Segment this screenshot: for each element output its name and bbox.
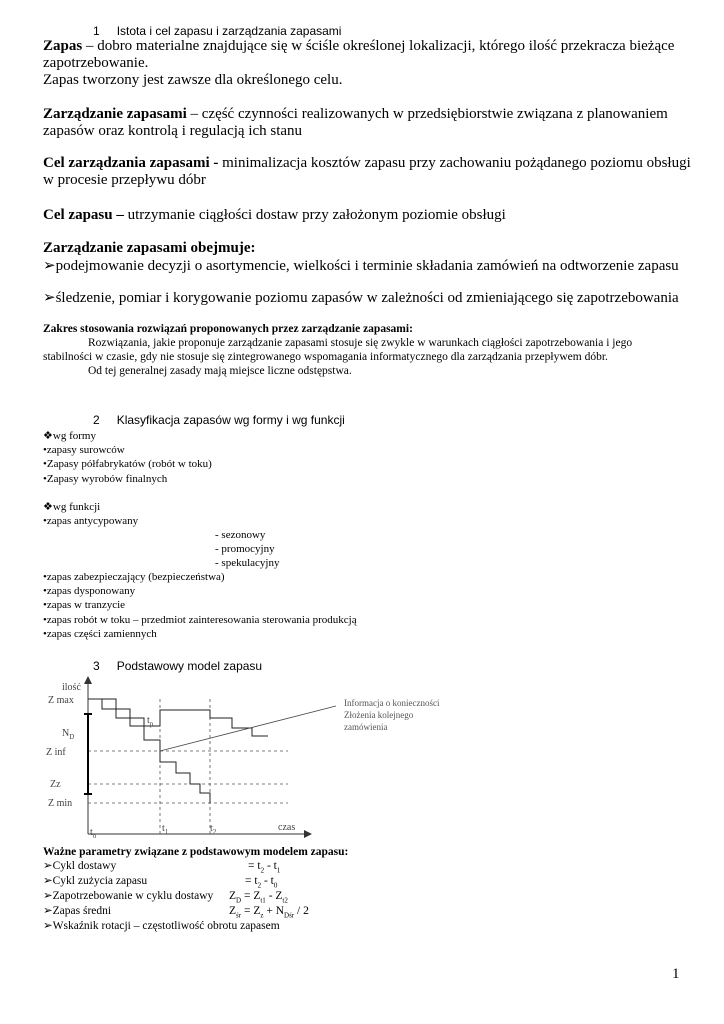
list-heading-text: wg formy — [52, 430, 96, 442]
arrow-bullet-icon: ➢ — [43, 890, 53, 902]
list-item: •zapas w tranzycie — [43, 599, 126, 612]
diamond-bullet-icon: ❖ — [43, 430, 53, 442]
list-item: •zapas części zamiennych — [43, 627, 157, 640]
zapas-note: Zapas tworzony jest zawsze dla określonego celu. — [43, 72, 343, 88]
param-formula: $Z_D = Z_{t1} - Z_{t2}$ — [229, 890, 288, 905]
arrow-bullet-icon: ➢ — [43, 905, 53, 917]
sub-item: - promocyjny — [215, 543, 275, 556]
cel-zarzadzania-definition — [43, 155, 691, 172]
zakres-paragraph-line: Rozwiązania, jakie proponuje zarządzanie zapasami stosuje się zwykle w warunkach ciągłości zapotrzebowania i jego — [88, 337, 633, 349]
arrow-bullet-icon: ➢ — [43, 860, 53, 872]
section-number: 3 — [93, 659, 100, 673]
param-row — [43, 889, 443, 904]
section-title: Klasyfikacja zapasów wg formy i wg funkcji — [116, 413, 345, 427]
label-zz: Zz — [50, 779, 61, 790]
zakres-paragraph-line: stabilności w czasie, gdy nie stosuje się zintegrowanego wspomagania informatycznego dla zarządzania przepływem dóbr. — [43, 351, 608, 363]
param-row — [43, 904, 443, 919]
section-1-heading — [93, 24, 341, 38]
info-line-1: Informacja o konieczności — [344, 698, 440, 708]
obejmuje-heading — [43, 240, 255, 257]
forma-list — [43, 429, 212, 486]
list-item: •Zapasy półfabrykatów (robót w toku) — [43, 458, 212, 471]
param-label: Wskaźnik rotacji – częstotliwość obrotu zapasem — [52, 920, 280, 932]
section-number: 1 — [93, 24, 100, 38]
cel-zarzadzania-cont: w procesie przepływu dóbr — [43, 172, 206, 188]
list-item: •zapas zabezpieczający (bezpieczeństwa) — [43, 571, 225, 583]
params-heading — [43, 845, 348, 859]
param-label: Cykl zużycia zapasu — [52, 875, 148, 887]
param-row — [43, 874, 443, 889]
section-3-heading — [93, 659, 262, 673]
antycypowany-sublist — [215, 528, 279, 571]
param-formula: = $t_2 - t_0$ — [245, 875, 278, 890]
funkcja-list-cont — [43, 570, 357, 641]
zapas-definition — [43, 38, 674, 55]
label-czas: czas — [278, 822, 296, 833]
label-t2: $t_2$ — [210, 823, 217, 836]
list-heading — [43, 429, 212, 443]
label-zinf: Z inf — [46, 747, 66, 758]
list-heading-text: wg funkcji — [52, 501, 101, 513]
zarzadzanie-definition-cont: zapasów oraz kontrolą i regulacją ich stanu — [43, 123, 303, 139]
term: Cel zapasu – — [43, 207, 124, 223]
param-row — [43, 859, 443, 874]
arrow-bullet-icon: ➢ — [43, 875, 53, 887]
list-item: •zapasy surowców — [43, 444, 125, 457]
cel-zapasu-definition — [43, 207, 506, 224]
heading-text: Zarządzanie zapasami obejmuje: — [43, 240, 256, 256]
definition-text: minimalizacja kosztów zapasu przy zachowaniu pożądanego poziomu obsługi — [218, 155, 691, 171]
page-number: 1 — [672, 966, 680, 982]
label-t0: $t_o$ — [90, 827, 97, 840]
section-title: Podstawowy model zapasu — [116, 659, 263, 673]
zakres-paragraph-line: Od tej generalnej zasady mają miejsce liczne odstępstwa. — [88, 365, 352, 377]
information-line — [160, 706, 336, 751]
param-label: Zapotrzebowanie w cyklu dostawy — [52, 890, 214, 902]
list-item: •zapas dysponowany — [43, 585, 136, 598]
term: Cel zarządzania zapasami - — [43, 155, 219, 171]
list-item: •zapas antycypowany — [43, 515, 139, 528]
bullet-item — [43, 290, 679, 307]
sub-item: - spekulacyjny — [215, 557, 280, 570]
zarzadzanie-definition — [43, 106, 668, 123]
info-line-3: zamówienia — [344, 722, 388, 732]
label-zmin: Z min — [48, 798, 73, 809]
param-formula: = $t_2 - t_1$ — [248, 860, 281, 875]
params-list — [43, 859, 443, 934]
label-nd: $N_D$ — [62, 728, 75, 741]
list-item: •zapas robót w toku – przedmiot zainteresowania sterowania produkcją — [43, 613, 357, 626]
list-item: •Zapasy wyrobów finalnych — [43, 472, 168, 485]
bullet-text: śledzenie, pomiar i korygowanie poziomu zapasów w zależności od zmieniającego się zapotrzebowania — [55, 290, 679, 306]
stock-level-cycle-2 — [160, 751, 210, 803]
arrow-bullet-icon: ➢ — [43, 258, 56, 274]
label-tp: $t_p$ — [147, 715, 154, 728]
param-label: Zapas średni — [52, 905, 112, 917]
definition-text: utrzymanie ciągłości dostaw przy założonym poziomie obsługi — [123, 207, 506, 223]
definition-text: – dobro materialne znajdujące się w ściśle określonej lokalizacji, którego ilość przekracza bieżące — [82, 38, 675, 54]
sub-item: - sezonowy — [215, 529, 266, 541]
zapas-definition-cont: zapotrzebowanie. — [43, 55, 149, 71]
zakres-heading — [43, 323, 413, 337]
label-zmax: Z max — [48, 695, 74, 706]
param-formula: $Z_{śr} = Z_z + N_{Dśr} / 2$ — [229, 905, 309, 920]
param-label: Cykl dostawy — [52, 860, 117, 872]
diamond-bullet-icon: ❖ — [43, 501, 53, 513]
y-axis-title: ilość — [62, 682, 81, 693]
term: Zarządzanie zapasami — [43, 106, 187, 122]
bullet-text: podejmowanie decyzji o asortymencie, wielkości i terminie składania zamówień na odtworzenie zapasu — [55, 258, 679, 274]
list-heading — [43, 500, 138, 514]
term: Zapas — [43, 38, 83, 54]
info-line-2: Złożenia kolejnego — [344, 710, 414, 720]
definition-text: – część czynności realizowanych w przedsiębiorstwie związana z planowaniem — [186, 106, 668, 122]
section-number: 2 — [93, 413, 100, 427]
inventory-model-diagram — [40, 676, 460, 842]
section-2-heading — [93, 413, 345, 427]
funkcja-list — [43, 500, 138, 528]
section-title: Istota i cel zapasu i zarządzania zapasami — [116, 24, 342, 38]
label-t1: $t_1$ — [162, 823, 169, 836]
heading-text: Zakres stosowania rozwiązań proponowanych przez zarządzanie zapasami: — [43, 323, 413, 335]
heading-text: Ważne parametry związane z podstawowym modelem zapasu: — [43, 846, 349, 858]
arrow-bullet-icon: ➢ — [43, 290, 56, 306]
bullet-item — [43, 258, 679, 275]
param-row — [43, 919, 443, 934]
arrow-bullet-icon: ➢ — [43, 920, 53, 932]
